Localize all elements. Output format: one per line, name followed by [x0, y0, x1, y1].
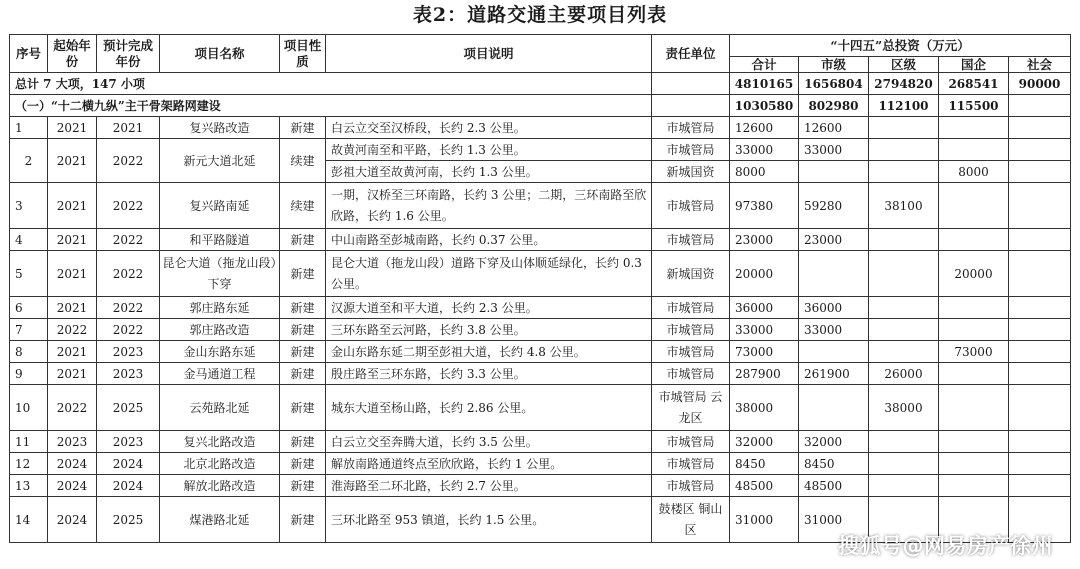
row-end-year: 2023 [97, 363, 160, 385]
summary-city: 1656804 [799, 73, 869, 95]
row-district [869, 251, 939, 297]
row-project-desc: 三环北路至 953 镇道，长约 1.5 公里。 [326, 497, 652, 543]
row-project-nature: 新建 [280, 117, 326, 139]
row-project-desc: 殷庄路至三环东路，长约 3.3 公里。 [326, 363, 652, 385]
row-district [869, 453, 939, 475]
row-total: 36000 [730, 297, 799, 319]
row-project-nature: 新建 [280, 453, 326, 475]
row-city [799, 161, 869, 183]
row-seq: 3 [10, 183, 48, 229]
summary-row [10, 73, 1071, 95]
row-total: 23000 [730, 229, 799, 251]
table-row [10, 117, 1071, 139]
row-responsible-unit: 市城管局 [652, 475, 730, 497]
row-responsible-unit: 市城管局 [652, 341, 730, 363]
project-table [9, 34, 1071, 543]
table-row [10, 341, 1071, 363]
row-soe [939, 363, 1009, 385]
row-end-year: 2023 [97, 341, 160, 363]
row-end-year: 2024 [97, 453, 160, 475]
row-district [869, 161, 939, 183]
row-seq: 6 [10, 297, 48, 319]
row-responsible-unit: 市城管局 [652, 431, 730, 453]
row-seq: 2 [10, 139, 48, 183]
row-city: 23000 [799, 229, 869, 251]
header-seq: 序号 [10, 35, 48, 73]
row-responsible-unit: 新城国资 [652, 161, 730, 183]
row-end-year: 2021 [97, 117, 160, 139]
row-end-year: 2022 [97, 139, 160, 183]
row-end-year: 2022 [97, 251, 160, 297]
row-soe [939, 229, 1009, 251]
row-city: 33000 [799, 319, 869, 341]
row-start-year: 2023 [48, 431, 97, 453]
row-project-name: 云苑路北延 [160, 385, 280, 431]
row-social [1009, 139, 1071, 161]
row-city: 31000 [799, 497, 869, 543]
row-social [1009, 385, 1071, 431]
row-total: 8000 [730, 161, 799, 183]
row-responsible-unit: 市城管局 [652, 117, 730, 139]
row-project-desc: 故黄河南至和平路，长约 1.3 公里。 [326, 139, 652, 161]
row-seq: 9 [10, 363, 48, 385]
summary-label: 总计 7 大项，147 小项 [10, 73, 652, 95]
row-city: 59280 [799, 183, 869, 229]
row-project-nature: 新建 [280, 229, 326, 251]
table-row [10, 319, 1071, 341]
header-district: 区级 [869, 57, 939, 73]
row-city: 33000 [799, 139, 869, 161]
row-project-nature: 新建 [280, 341, 326, 363]
header-social: 社会 [1009, 57, 1071, 73]
row-soe [939, 475, 1009, 497]
row-total: 33000 [730, 319, 799, 341]
row-responsible-unit: 市城管局 [652, 319, 730, 341]
row-project-name: 金马通道工程 [160, 363, 280, 385]
row-district [869, 319, 939, 341]
row-city: 261900 [799, 363, 869, 385]
summary-total: 4810165 [730, 73, 799, 95]
row-responsible-unit: 新城国资 [652, 251, 730, 297]
row-end-year: 2022 [97, 229, 160, 251]
table-row [10, 297, 1071, 319]
row-project-desc: 三环东路至云河路，长约 3.8 公里。 [326, 319, 652, 341]
row-project-nature: 新建 [280, 363, 326, 385]
section-unit [652, 95, 730, 117]
row-project-nature: 新建 [280, 497, 326, 543]
row-soe [939, 117, 1009, 139]
row-social [1009, 229, 1071, 251]
row-responsible-unit: 市城管局 [652, 229, 730, 251]
row-seq: 14 [10, 497, 48, 543]
row-project-name: 和平路隧道 [160, 229, 280, 251]
row-city: 36000 [799, 297, 869, 319]
row-project-name: 复兴北路改造 [160, 431, 280, 453]
row-project-desc: 中山南路至彭城南路，长约 0.37 公里。 [326, 229, 652, 251]
row-project-desc: 解放南路通道终点至欣欣路，长约 1 公里。 [326, 453, 652, 475]
row-social [1009, 251, 1071, 297]
row-seq: 10 [10, 385, 48, 431]
row-end-year: 2023 [97, 431, 160, 453]
row-district [869, 229, 939, 251]
row-project-desc: 白云立交至汉桥段，长约 2.3 公里。 [326, 117, 652, 139]
row-social [1009, 319, 1071, 341]
section-total: 1030580 [730, 95, 799, 117]
row-soe [939, 139, 1009, 161]
row-project-name: 新元大道北延 [160, 139, 280, 183]
row-seq: 13 [10, 475, 48, 497]
section-social [1009, 95, 1071, 117]
row-project-nature: 续建 [280, 183, 326, 229]
table-row [10, 385, 1071, 431]
row-social [1009, 431, 1071, 453]
row-district: 38100 [869, 183, 939, 229]
row-end-year: 2024 [97, 475, 160, 497]
row-social [1009, 453, 1071, 475]
row-project-name: 解放北路改造 [160, 475, 280, 497]
row-start-year: 2021 [48, 251, 97, 297]
row-project-name: 昆仑大道（拖龙山段）下穿 [160, 251, 280, 297]
row-total: 31000 [730, 497, 799, 543]
row-project-desc: 金山东路东延二期至彭祖大道，长约 4.8 公里。 [326, 341, 652, 363]
row-responsible-unit: 鼓楼区 铜山区 [652, 497, 730, 543]
row-seq: 4 [10, 229, 48, 251]
row-project-desc: 白云立交至奔腾大道，长约 3.5 公里。 [326, 431, 652, 453]
row-project-desc: 汉源大道至和平大道，长约 2.3 公里。 [326, 297, 652, 319]
row-project-name: 金山东路东延 [160, 341, 280, 363]
row-project-nature: 新建 [280, 475, 326, 497]
row-city: 12600 [799, 117, 869, 139]
row-social [1009, 117, 1071, 139]
row-total: 287900 [730, 363, 799, 385]
row-soe: 73000 [939, 341, 1009, 363]
row-project-nature: 新建 [280, 431, 326, 453]
table-row [10, 139, 1071, 161]
row-district [869, 475, 939, 497]
section-soe: 115500 [939, 95, 1009, 117]
row-total: 97380 [730, 183, 799, 229]
header-responsible-unit: 责任单位 [652, 35, 730, 73]
row-end-year: 2022 [97, 183, 160, 229]
summary-unit [652, 73, 730, 95]
row-city [799, 251, 869, 297]
row-start-year: 2021 [48, 139, 97, 183]
row-responsible-unit: 市城管局 [652, 453, 730, 475]
section-label: （一）“十二横九纵”主干骨架路网建设 [10, 95, 652, 117]
watermark: 搜狐号@网易房产徐州 [838, 534, 1053, 558]
row-soe [939, 431, 1009, 453]
header-project-desc: 项目说明 [326, 35, 652, 73]
row-seq: 1 [10, 117, 48, 139]
table-row [10, 251, 1071, 297]
row-seq: 7 [10, 319, 48, 341]
row-seq: 11 [10, 431, 48, 453]
row-district [869, 139, 939, 161]
row-start-year: 2021 [48, 229, 97, 251]
table-row [10, 431, 1071, 453]
row-responsible-unit: 市城管局 [652, 139, 730, 161]
row-project-name: 复兴路南延 [160, 183, 280, 229]
row-district [869, 297, 939, 319]
row-project-name: 郭庄路改造 [160, 319, 280, 341]
header-total: 合计 [730, 57, 799, 73]
row-city: 8450 [799, 453, 869, 475]
row-project-desc: 城东大道至杨山路，长约 2.86 公里。 [326, 385, 652, 431]
row-seq: 5 [10, 251, 48, 297]
row-district [869, 431, 939, 453]
row-city [799, 341, 869, 363]
row-start-year: 2021 [48, 297, 97, 319]
row-total: 73000 [730, 341, 799, 363]
row-soe: 8000 [939, 161, 1009, 183]
row-district [869, 117, 939, 139]
row-responsible-unit: 市城管局 [652, 297, 730, 319]
row-project-name: 煤港路北延 [160, 497, 280, 543]
row-project-desc: 昆仑大道（拖龙山段）道路下穿及山体顺延绿化，长约 0.3 公里。 [326, 251, 652, 297]
row-total: 20000 [730, 251, 799, 297]
row-total: 8450 [730, 453, 799, 475]
row-project-nature: 新建 [280, 319, 326, 341]
header-start-year: 起始年份 [48, 35, 97, 73]
row-start-year: 2021 [48, 341, 97, 363]
row-project-nature: 新建 [280, 297, 326, 319]
row-social [1009, 297, 1071, 319]
summary-soe: 268541 [939, 73, 1009, 95]
header-soe: 国企 [939, 57, 1009, 73]
summary-social: 90000 [1009, 73, 1071, 95]
row-social [1009, 363, 1071, 385]
row-end-year: 2022 [97, 297, 160, 319]
table-row [10, 183, 1071, 229]
row-district: 38000 [869, 385, 939, 431]
row-city: 48500 [799, 475, 869, 497]
header-end-year: 预计完成年份 [97, 35, 160, 73]
section-district: 112100 [869, 95, 939, 117]
row-project-name: 复兴路改造 [160, 117, 280, 139]
table-row [10, 229, 1071, 251]
row-project-nature: 续建 [280, 139, 326, 183]
row-end-year: 2025 [97, 385, 160, 431]
row-responsible-unit: 市城管局 云龙区 [652, 385, 730, 431]
row-start-year: 2021 [48, 363, 97, 385]
table-row [10, 475, 1071, 497]
row-start-year: 2024 [48, 497, 97, 543]
header-investment-group: “十四五”总投资（万元） [730, 35, 1071, 57]
row-soe [939, 297, 1009, 319]
row-seq: 12 [10, 453, 48, 475]
row-end-year: 2025 [97, 497, 160, 543]
row-project-desc: 一期，汉桥至三环南路，长约 3 公里；二期，三环南路至欣欣路，长约 1.6 公里。 [326, 183, 652, 229]
section-row [10, 95, 1071, 117]
row-project-desc: 彭祖大道至故黄河南，长约 1.3 公里。 [326, 161, 652, 183]
table-title: 表2：道路交通主要项目列表 [412, 4, 668, 26]
row-social [1009, 475, 1071, 497]
row-soe [939, 385, 1009, 431]
header-row [10, 35, 1071, 57]
table-row [10, 453, 1071, 475]
row-start-year: 2022 [48, 385, 97, 431]
header-project-name: 项目名称 [160, 35, 280, 73]
row-start-year: 2024 [48, 475, 97, 497]
row-soe [939, 453, 1009, 475]
row-social [1009, 183, 1071, 229]
row-project-name: 北京北路改造 [160, 453, 280, 475]
header-city: 市级 [799, 57, 869, 73]
row-city [799, 385, 869, 431]
section-city: 802980 [799, 95, 869, 117]
summary-district: 2794820 [869, 73, 939, 95]
row-soe: 20000 [939, 251, 1009, 297]
row-start-year: 2022 [48, 319, 97, 341]
row-start-year: 2024 [48, 453, 97, 475]
row-project-name: 郭庄路东延 [160, 297, 280, 319]
row-start-year: 2021 [48, 117, 97, 139]
row-seq: 8 [10, 341, 48, 363]
table-row [10, 363, 1071, 385]
row-total: 32000 [730, 431, 799, 453]
row-social [1009, 161, 1071, 183]
header-project-nature: 项目性质 [280, 35, 326, 73]
row-responsible-unit: 市城管局 [652, 363, 730, 385]
row-soe [939, 319, 1009, 341]
row-responsible-unit: 市城管局 [652, 183, 730, 229]
row-social [1009, 341, 1071, 363]
row-end-year: 2022 [97, 319, 160, 341]
row-project-nature: 新建 [280, 385, 326, 431]
row-city: 32000 [799, 431, 869, 453]
row-project-nature: 新建 [280, 251, 326, 297]
row-district: 26000 [869, 363, 939, 385]
row-total: 48500 [730, 475, 799, 497]
row-soe [939, 183, 1009, 229]
row-total: 38000 [730, 385, 799, 431]
row-project-desc: 淮海路至二环北路，长约 2.7 公里。 [326, 475, 652, 497]
row-total: 33000 [730, 139, 799, 161]
row-total: 12600 [730, 117, 799, 139]
row-start-year: 2021 [48, 183, 97, 229]
row-district [869, 341, 939, 363]
